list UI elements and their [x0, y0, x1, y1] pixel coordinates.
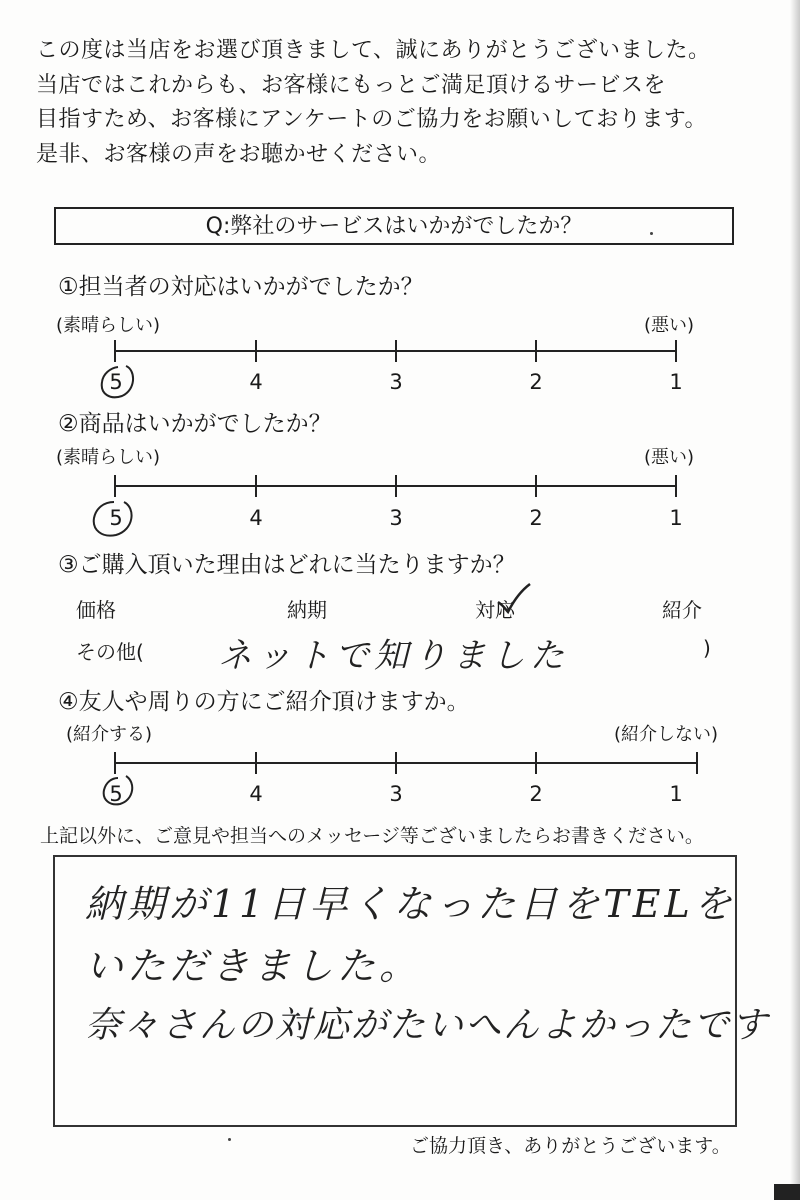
q4-option-5[interactable]: 5 — [109, 782, 123, 806]
q1-option-4[interactable]: 4 — [249, 370, 263, 394]
q1-option-2[interactable]: 2 — [529, 370, 543, 394]
q2-option-2[interactable]: 2 — [529, 506, 543, 530]
q1-right-label: (悪い) — [644, 315, 695, 336]
q4-option-3[interactable]: 3 — [389, 782, 403, 806]
comment-line: いただきました。 — [85, 944, 422, 988]
q2-tick — [255, 475, 257, 497]
q3-other-answer[interactable]: ネットで知りました — [218, 636, 569, 676]
intro-line: 当店ではこれからも、お客様にもっとご満足頂けるサービスを — [36, 72, 667, 98]
q2-option-1[interactable]: 1 — [669, 506, 683, 530]
q4-left-label: (紹介する) — [66, 724, 153, 745]
q1-option-3[interactable]: 3 — [389, 370, 403, 394]
q4-option-4[interactable]: 4 — [249, 782, 263, 806]
comment-prompt: 上記以外に、ご意見や担当へのメッセージ等ございましたらお書きください。 — [40, 825, 704, 847]
q4-title: ④友人や周りの方にご紹介頂けますか。 — [58, 689, 470, 715]
intro-line: 目指すため、お客様にアンケートのご協力をお願いしております。 — [36, 107, 708, 132]
q4-selection-circle — [98, 772, 138, 808]
q4-tick — [255, 752, 257, 774]
q4-tick — [114, 752, 116, 774]
q3-option-delivery[interactable]: 納期 — [287, 598, 327, 622]
q2-tick — [675, 475, 677, 497]
q1-title: ①担当者の対応はいかがでしたか？ — [58, 274, 424, 300]
q4-tick — [395, 752, 397, 774]
q4-tick — [696, 752, 698, 774]
q2-tick — [114, 475, 116, 497]
footer-thanks: ご協力頂き、ありがとうございます。 — [410, 1135, 731, 1157]
q1-option-5[interactable]: 5 — [109, 370, 123, 394]
q1-tick — [395, 340, 397, 362]
comment-box[interactable] — [53, 855, 770, 1127]
q3-option-referral[interactable]: 紹介 — [662, 598, 702, 622]
q4-scale-line — [115, 762, 698, 764]
q1-tick — [255, 340, 257, 362]
q2-tick — [535, 475, 537, 497]
q2-option-4[interactable]: 4 — [249, 506, 263, 530]
q2-right-label: (悪い) — [644, 447, 695, 468]
q3-option-price[interactable]: 価格 — [76, 598, 116, 622]
q2-title: ②商品はいかがでしたか？ — [58, 411, 332, 437]
q3-selection-check — [494, 580, 534, 616]
q4-tick — [535, 752, 537, 774]
question-header: Q:弊社のサービスはいかがでしたか？ — [205, 214, 583, 239]
q2-left-label: (素晴らしい) — [56, 447, 161, 468]
q1-option-1[interactable]: 1 — [669, 370, 683, 394]
q2-option-5[interactable]: 5 — [109, 506, 123, 530]
q2-option-3[interactable]: 3 — [389, 506, 403, 530]
scan-dot — [650, 232, 653, 235]
intro-line: この度は当店をお選び頂きまして、誠にありがとうございました。 — [36, 38, 711, 63]
q3-option-service[interactable]: 対応 — [475, 598, 515, 622]
intro-text — [36, 34, 776, 172]
q1-left-label: (素晴らしい) — [56, 315, 161, 336]
q1-tick — [535, 340, 537, 362]
scan-corner-mark — [774, 1184, 800, 1200]
question-header-box — [54, 207, 734, 245]
scan-dot — [228, 1138, 231, 1141]
q1-tick — [675, 340, 677, 362]
q2-selection-circle — [88, 496, 140, 540]
q3-title: ③ご購入頂いた理由はどれに当たりますか？ — [58, 552, 516, 578]
q1-selection-circle — [96, 362, 140, 400]
comment-line: 納期が11日早くなった日をTELを — [85, 882, 736, 926]
scan-edge-shadow — [790, 0, 800, 1200]
q2-tick — [395, 475, 397, 497]
q3-other-close: ) — [703, 636, 711, 660]
intro-line: 是非、お客様の声をお聴かせください。 — [36, 141, 442, 167]
q4-option-1[interactable]: 1 — [669, 782, 683, 806]
q4-option-2[interactable]: 2 — [529, 782, 543, 806]
q3-other-label: その他( — [76, 640, 144, 664]
q1-tick — [114, 340, 116, 362]
q4-right-label: (紹介しない) — [614, 724, 719, 745]
comment-line: 奈々さんの対応がたいへんよかったです — [85, 1005, 770, 1046]
